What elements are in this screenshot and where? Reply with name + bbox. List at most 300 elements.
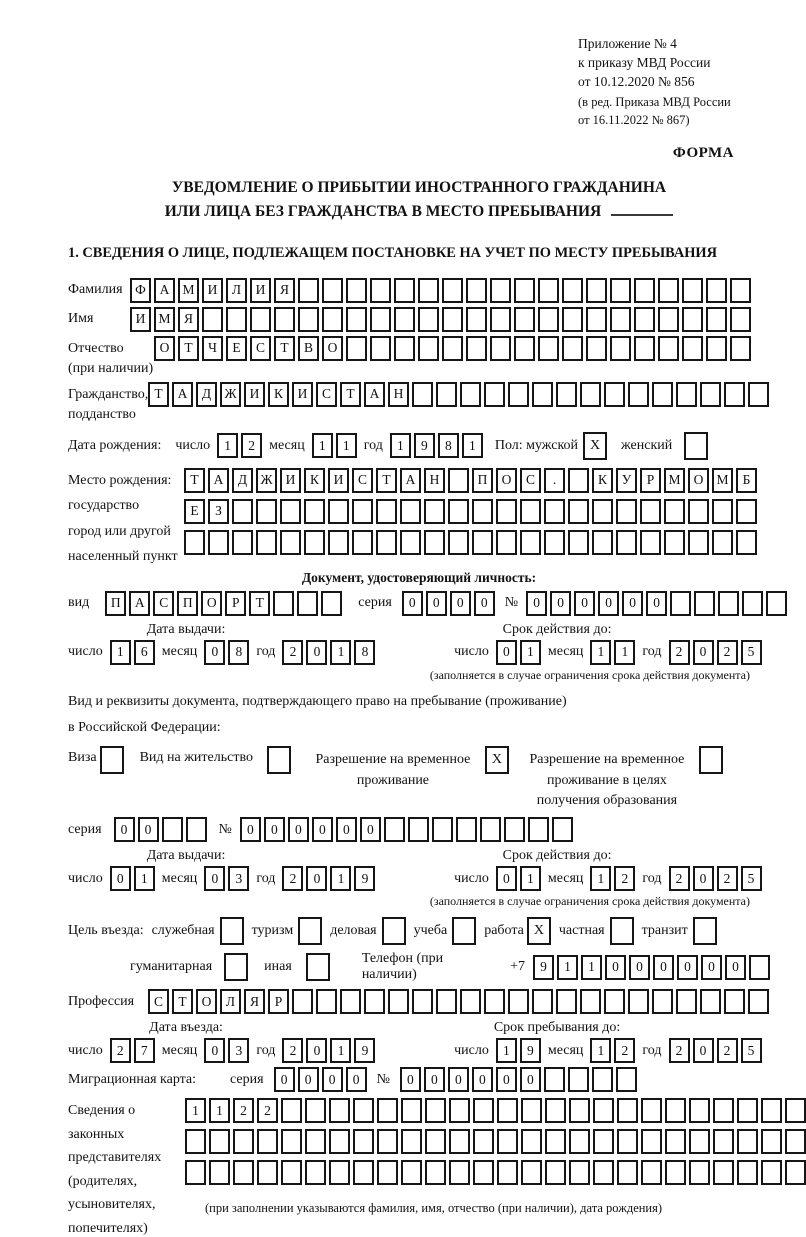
- char-cell[interactable]: 2: [614, 866, 635, 891]
- char-cell[interactable]: 0: [400, 1067, 421, 1092]
- char-cell[interactable]: [610, 336, 631, 361]
- char-cell[interactable]: [538, 307, 559, 332]
- char-cell[interactable]: 1: [330, 1038, 351, 1063]
- char-cell[interactable]: [593, 1098, 614, 1123]
- char-cell[interactable]: Т: [184, 468, 205, 493]
- char-cell[interactable]: [305, 1160, 326, 1185]
- char-cell[interactable]: К: [304, 468, 325, 493]
- char-cell[interactable]: 2: [282, 1038, 303, 1063]
- char-cell[interactable]: 8: [354, 640, 375, 665]
- char-cell[interactable]: 2: [669, 640, 690, 665]
- char-cell[interactable]: [408, 817, 429, 842]
- char-cell[interactable]: [665, 1129, 686, 1154]
- char-cell[interactable]: З: [208, 499, 229, 524]
- char-cell[interactable]: 8: [228, 640, 249, 665]
- char-cell[interactable]: [688, 499, 709, 524]
- char-cell[interactable]: 1: [390, 433, 411, 458]
- char-cell[interactable]: 2: [717, 1038, 738, 1063]
- char-cell[interactable]: [521, 1129, 542, 1154]
- char-cell[interactable]: [340, 989, 361, 1014]
- char-cell[interactable]: [532, 989, 553, 1014]
- char-cell[interactable]: [412, 382, 433, 407]
- char-cell[interactable]: И: [244, 382, 265, 407]
- char-cell[interactable]: [504, 817, 525, 842]
- char-cell[interactable]: [664, 499, 685, 524]
- checkbox-study[interactable]: [452, 917, 476, 945]
- char-cell[interactable]: [568, 468, 589, 493]
- checkbox-humanitarian[interactable]: [224, 953, 248, 981]
- char-cell[interactable]: [665, 1160, 686, 1185]
- checkbox-tourism[interactable]: [298, 917, 322, 945]
- char-cell[interactable]: [257, 1160, 278, 1185]
- char-cell[interactable]: 0: [204, 866, 225, 891]
- char-cell[interactable]: Т: [249, 591, 270, 616]
- char-cell[interactable]: [184, 530, 205, 555]
- char-cell[interactable]: [466, 278, 487, 303]
- char-cell[interactable]: [321, 591, 342, 616]
- char-cell[interactable]: .: [544, 468, 565, 493]
- char-cell[interactable]: 1: [330, 640, 351, 665]
- char-cell[interactable]: К: [592, 468, 613, 493]
- char-cell[interactable]: [473, 1098, 494, 1123]
- char-cell[interactable]: [281, 1129, 302, 1154]
- char-cell[interactable]: [480, 817, 501, 842]
- char-cell[interactable]: 1: [217, 433, 238, 458]
- char-cell[interactable]: В: [298, 336, 319, 361]
- char-cell[interactable]: [586, 278, 607, 303]
- char-cell[interactable]: 1: [590, 640, 611, 665]
- char-cell[interactable]: [353, 1098, 374, 1123]
- char-cell[interactable]: [634, 307, 655, 332]
- char-cell[interactable]: [532, 382, 553, 407]
- char-cell[interactable]: [712, 499, 733, 524]
- char-cell[interactable]: [617, 1129, 638, 1154]
- char-cell[interactable]: [508, 382, 529, 407]
- char-cell[interactable]: [604, 989, 625, 1014]
- char-cell[interactable]: 1: [520, 640, 541, 665]
- checkbox-other-purpose[interactable]: [306, 953, 330, 981]
- char-cell[interactable]: С: [316, 382, 337, 407]
- char-cell[interactable]: [442, 278, 463, 303]
- char-cell[interactable]: [202, 307, 223, 332]
- char-cell[interactable]: 0: [360, 817, 381, 842]
- char-cell[interactable]: [298, 307, 319, 332]
- char-cell[interactable]: Т: [178, 336, 199, 361]
- char-cell[interactable]: [448, 530, 469, 555]
- char-cell[interactable]: 5: [741, 866, 762, 891]
- char-cell[interactable]: 1: [520, 866, 541, 891]
- char-cell[interactable]: [676, 989, 697, 1014]
- char-cell[interactable]: 0: [496, 866, 517, 891]
- checkbox-visa[interactable]: [100, 746, 124, 774]
- char-cell[interactable]: 0: [526, 591, 547, 616]
- char-cell[interactable]: [713, 1129, 734, 1154]
- char-cell[interactable]: [449, 1098, 470, 1123]
- char-cell[interactable]: [713, 1160, 734, 1185]
- char-cell[interactable]: [328, 530, 349, 555]
- char-cell[interactable]: 1: [590, 1038, 611, 1063]
- char-cell[interactable]: [329, 1160, 350, 1185]
- char-cell[interactable]: 9: [354, 1038, 375, 1063]
- char-cell[interactable]: Ж: [256, 468, 277, 493]
- char-cell[interactable]: [545, 1129, 566, 1154]
- char-cell[interactable]: [617, 1160, 638, 1185]
- char-cell[interactable]: [569, 1160, 590, 1185]
- char-cell[interactable]: 1: [557, 955, 578, 980]
- char-cell[interactable]: 1: [336, 433, 357, 458]
- char-cell[interactable]: К: [268, 382, 289, 407]
- char-cell[interactable]: А: [400, 468, 421, 493]
- char-cell[interactable]: [785, 1129, 806, 1154]
- char-cell[interactable]: [412, 989, 433, 1014]
- char-cell[interactable]: [490, 336, 511, 361]
- char-cell[interactable]: Е: [184, 499, 205, 524]
- char-cell[interactable]: [665, 1098, 686, 1123]
- char-cell[interactable]: 0: [598, 591, 619, 616]
- char-cell[interactable]: [186, 817, 207, 842]
- char-cell[interactable]: 0: [629, 955, 650, 980]
- char-cell[interactable]: [569, 1098, 590, 1123]
- char-cell[interactable]: 0: [605, 955, 626, 980]
- char-cell[interactable]: [473, 1129, 494, 1154]
- char-cell[interactable]: 0: [204, 1038, 225, 1063]
- char-cell[interactable]: [425, 1129, 446, 1154]
- char-cell[interactable]: [256, 530, 277, 555]
- char-cell[interactable]: [730, 336, 751, 361]
- char-cell[interactable]: [394, 336, 415, 361]
- char-cell[interactable]: [388, 989, 409, 1014]
- char-cell[interactable]: 0: [240, 817, 261, 842]
- char-cell[interactable]: [712, 530, 733, 555]
- char-cell[interactable]: Б: [736, 468, 757, 493]
- char-cell[interactable]: [538, 336, 559, 361]
- char-cell[interactable]: [456, 817, 477, 842]
- char-cell[interactable]: 5: [741, 1038, 762, 1063]
- char-cell[interactable]: 9: [533, 955, 554, 980]
- char-cell[interactable]: [736, 530, 757, 555]
- char-cell[interactable]: М: [154, 307, 175, 332]
- char-cell[interactable]: [514, 278, 535, 303]
- char-cell[interactable]: М: [664, 468, 685, 493]
- char-cell[interactable]: [652, 382, 673, 407]
- char-cell[interactable]: [449, 1160, 470, 1185]
- char-cell[interactable]: [233, 1129, 254, 1154]
- char-cell[interactable]: С: [520, 468, 541, 493]
- char-cell[interactable]: 0: [426, 591, 447, 616]
- char-cell[interactable]: [436, 382, 457, 407]
- char-cell[interactable]: [364, 989, 385, 1014]
- char-cell[interactable]: [448, 499, 469, 524]
- char-cell[interactable]: [292, 989, 313, 1014]
- char-cell[interactable]: [370, 336, 391, 361]
- char-cell[interactable]: Р: [640, 468, 661, 493]
- char-cell[interactable]: 0: [646, 591, 667, 616]
- char-cell[interactable]: 0: [693, 1038, 714, 1063]
- char-cell[interactable]: 1: [134, 866, 155, 891]
- char-cell[interactable]: 0: [110, 866, 131, 891]
- char-cell[interactable]: 0: [448, 1067, 469, 1092]
- char-cell[interactable]: [586, 307, 607, 332]
- char-cell[interactable]: [610, 307, 631, 332]
- char-cell[interactable]: [280, 530, 301, 555]
- char-cell[interactable]: [749, 955, 770, 980]
- char-cell[interactable]: 1: [590, 866, 611, 891]
- char-cell[interactable]: И: [130, 307, 151, 332]
- char-cell[interactable]: [617, 1098, 638, 1123]
- char-cell[interactable]: [521, 1098, 542, 1123]
- char-cell[interactable]: [376, 530, 397, 555]
- char-cell[interactable]: [544, 1067, 565, 1092]
- char-cell[interactable]: 0: [306, 640, 327, 665]
- char-cell[interactable]: Д: [196, 382, 217, 407]
- char-cell[interactable]: П: [177, 591, 198, 616]
- char-cell[interactable]: 1: [462, 433, 483, 458]
- char-cell[interactable]: [418, 307, 439, 332]
- char-cell[interactable]: Р: [268, 989, 289, 1014]
- char-cell[interactable]: [370, 307, 391, 332]
- char-cell[interactable]: [352, 530, 373, 555]
- char-cell[interactable]: [724, 382, 745, 407]
- char-cell[interactable]: Т: [376, 468, 397, 493]
- char-cell[interactable]: О: [154, 336, 175, 361]
- char-cell[interactable]: А: [129, 591, 150, 616]
- char-cell[interactable]: [514, 307, 535, 332]
- char-cell[interactable]: Л: [220, 989, 241, 1014]
- char-cell[interactable]: 1: [312, 433, 333, 458]
- char-cell[interactable]: 1: [581, 955, 602, 980]
- char-cell[interactable]: А: [172, 382, 193, 407]
- char-cell[interactable]: Я: [178, 307, 199, 332]
- checkbox-female[interactable]: [684, 432, 708, 460]
- char-cell[interactable]: [514, 336, 535, 361]
- char-cell[interactable]: 0: [138, 817, 159, 842]
- char-cell[interactable]: 0: [574, 591, 595, 616]
- char-cell[interactable]: [658, 278, 679, 303]
- char-cell[interactable]: [552, 817, 573, 842]
- char-cell[interactable]: 1: [330, 866, 351, 891]
- char-cell[interactable]: 0: [693, 640, 714, 665]
- char-cell[interactable]: [689, 1160, 710, 1185]
- char-cell[interactable]: [766, 591, 787, 616]
- char-cell[interactable]: [274, 307, 295, 332]
- char-cell[interactable]: П: [105, 591, 126, 616]
- char-cell[interactable]: 6: [134, 640, 155, 665]
- char-cell[interactable]: И: [328, 468, 349, 493]
- char-cell[interactable]: [425, 1160, 446, 1185]
- char-cell[interactable]: [737, 1098, 758, 1123]
- char-cell[interactable]: 0: [288, 817, 309, 842]
- char-cell[interactable]: 0: [472, 1067, 493, 1092]
- char-cell[interactable]: О: [196, 989, 217, 1014]
- char-cell[interactable]: [706, 336, 727, 361]
- char-cell[interactable]: 0: [312, 817, 333, 842]
- char-cell[interactable]: [545, 1160, 566, 1185]
- char-cell[interactable]: [496, 530, 517, 555]
- char-cell[interactable]: [305, 1129, 326, 1154]
- char-cell[interactable]: [329, 1129, 350, 1154]
- char-cell[interactable]: [634, 278, 655, 303]
- char-cell[interactable]: [736, 499, 757, 524]
- char-cell[interactable]: С: [250, 336, 271, 361]
- char-cell[interactable]: [748, 382, 769, 407]
- char-cell[interactable]: 1: [110, 640, 131, 665]
- char-cell[interactable]: Ф: [130, 278, 151, 303]
- char-cell[interactable]: [508, 989, 529, 1014]
- char-cell[interactable]: Н: [424, 468, 445, 493]
- char-cell[interactable]: [641, 1098, 662, 1123]
- char-cell[interactable]: Л: [226, 278, 247, 303]
- char-cell[interactable]: [377, 1129, 398, 1154]
- char-cell[interactable]: 2: [233, 1098, 254, 1123]
- char-cell[interactable]: О: [322, 336, 343, 361]
- char-cell[interactable]: [497, 1098, 518, 1123]
- char-cell[interactable]: [700, 382, 721, 407]
- char-cell[interactable]: [353, 1129, 374, 1154]
- char-cell[interactable]: [377, 1160, 398, 1185]
- char-cell[interactable]: 0: [274, 1067, 295, 1092]
- checkbox-private[interactable]: [610, 917, 634, 945]
- char-cell[interactable]: [472, 530, 493, 555]
- char-cell[interactable]: [226, 307, 247, 332]
- char-cell[interactable]: [400, 530, 421, 555]
- char-cell[interactable]: [616, 530, 637, 555]
- char-cell[interactable]: 2: [241, 433, 262, 458]
- char-cell[interactable]: [418, 336, 439, 361]
- char-cell[interactable]: [425, 1098, 446, 1123]
- char-cell[interactable]: [761, 1098, 782, 1123]
- char-cell[interactable]: [250, 307, 271, 332]
- char-cell[interactable]: О: [496, 468, 517, 493]
- char-cell[interactable]: 0: [322, 1067, 343, 1092]
- char-cell[interactable]: [442, 336, 463, 361]
- char-cell[interactable]: [209, 1129, 230, 1154]
- char-cell[interactable]: [353, 1160, 374, 1185]
- char-cell[interactable]: [346, 307, 367, 332]
- char-cell[interactable]: Н: [388, 382, 409, 407]
- char-cell[interactable]: 1: [209, 1098, 230, 1123]
- char-cell[interactable]: 0: [496, 1067, 517, 1092]
- char-cell[interactable]: 0: [496, 640, 517, 665]
- char-cell[interactable]: [737, 1160, 758, 1185]
- char-cell[interactable]: [568, 499, 589, 524]
- char-cell[interactable]: [484, 382, 505, 407]
- char-cell[interactable]: И: [202, 278, 223, 303]
- char-cell[interactable]: [424, 530, 445, 555]
- checkbox-official[interactable]: [220, 917, 244, 945]
- char-cell[interactable]: [466, 307, 487, 332]
- char-cell[interactable]: [460, 382, 481, 407]
- char-cell[interactable]: 0: [402, 591, 423, 616]
- char-cell[interactable]: Д: [232, 468, 253, 493]
- char-cell[interactable]: Р: [225, 591, 246, 616]
- char-cell[interactable]: [641, 1129, 662, 1154]
- char-cell[interactable]: [730, 307, 751, 332]
- char-cell[interactable]: [322, 278, 343, 303]
- char-cell[interactable]: [785, 1160, 806, 1185]
- char-cell[interactable]: 0: [725, 955, 746, 980]
- char-cell[interactable]: Ж: [220, 382, 241, 407]
- char-cell[interactable]: 2: [282, 640, 303, 665]
- char-cell[interactable]: [209, 1160, 230, 1185]
- char-cell[interactable]: [568, 530, 589, 555]
- char-cell[interactable]: [742, 591, 763, 616]
- char-cell[interactable]: 1: [614, 640, 635, 665]
- char-cell[interactable]: [185, 1160, 206, 1185]
- char-cell[interactable]: 0: [424, 1067, 445, 1092]
- char-cell[interactable]: [346, 278, 367, 303]
- char-cell[interactable]: [384, 817, 405, 842]
- char-cell[interactable]: М: [712, 468, 733, 493]
- char-cell[interactable]: [257, 1129, 278, 1154]
- char-cell[interactable]: [785, 1098, 806, 1123]
- char-cell[interactable]: 1: [496, 1038, 517, 1063]
- char-cell[interactable]: У: [616, 468, 637, 493]
- char-cell[interactable]: [448, 468, 469, 493]
- char-cell[interactable]: [604, 382, 625, 407]
- char-cell[interactable]: 2: [717, 866, 738, 891]
- char-cell[interactable]: [737, 1129, 758, 1154]
- char-cell[interactable]: [473, 1160, 494, 1185]
- char-cell[interactable]: 7: [134, 1038, 155, 1063]
- char-cell[interactable]: 2: [110, 1038, 131, 1063]
- char-cell[interactable]: С: [352, 468, 373, 493]
- char-cell[interactable]: 0: [336, 817, 357, 842]
- char-cell[interactable]: 0: [701, 955, 722, 980]
- char-cell[interactable]: [298, 278, 319, 303]
- char-cell[interactable]: [568, 1067, 589, 1092]
- char-cell[interactable]: [706, 307, 727, 332]
- char-cell[interactable]: [562, 278, 583, 303]
- checkbox-male[interactable]: X: [583, 432, 607, 460]
- char-cell[interactable]: 2: [282, 866, 303, 891]
- char-cell[interactable]: [634, 336, 655, 361]
- char-cell[interactable]: И: [280, 468, 301, 493]
- char-cell[interactable]: 9: [354, 866, 375, 891]
- char-cell[interactable]: [689, 1129, 710, 1154]
- char-cell[interactable]: А: [154, 278, 175, 303]
- char-cell[interactable]: [520, 530, 541, 555]
- char-cell[interactable]: И: [292, 382, 313, 407]
- char-cell[interactable]: [316, 989, 337, 1014]
- char-cell[interactable]: [346, 336, 367, 361]
- char-cell[interactable]: [592, 499, 613, 524]
- char-cell[interactable]: [616, 499, 637, 524]
- char-cell[interactable]: [580, 382, 601, 407]
- char-cell[interactable]: [521, 1160, 542, 1185]
- char-cell[interactable]: 2: [614, 1038, 635, 1063]
- char-cell[interactable]: [640, 530, 661, 555]
- char-cell[interactable]: [490, 307, 511, 332]
- char-cell[interactable]: Ч: [202, 336, 223, 361]
- char-cell[interactable]: [670, 591, 691, 616]
- char-cell[interactable]: 0: [114, 817, 135, 842]
- char-cell[interactable]: [273, 591, 294, 616]
- char-cell[interactable]: [724, 989, 745, 1014]
- char-cell[interactable]: [232, 530, 253, 555]
- char-cell[interactable]: [232, 499, 253, 524]
- char-cell[interactable]: 0: [346, 1067, 367, 1092]
- char-cell[interactable]: [305, 1098, 326, 1123]
- char-cell[interactable]: 2: [717, 640, 738, 665]
- char-cell[interactable]: [706, 278, 727, 303]
- char-cell[interactable]: [628, 382, 649, 407]
- char-cell[interactable]: [718, 591, 739, 616]
- char-cell[interactable]: Е: [226, 336, 247, 361]
- char-cell[interactable]: 0: [653, 955, 674, 980]
- char-cell[interactable]: [233, 1160, 254, 1185]
- char-cell[interactable]: [586, 336, 607, 361]
- char-cell[interactable]: 3: [228, 866, 249, 891]
